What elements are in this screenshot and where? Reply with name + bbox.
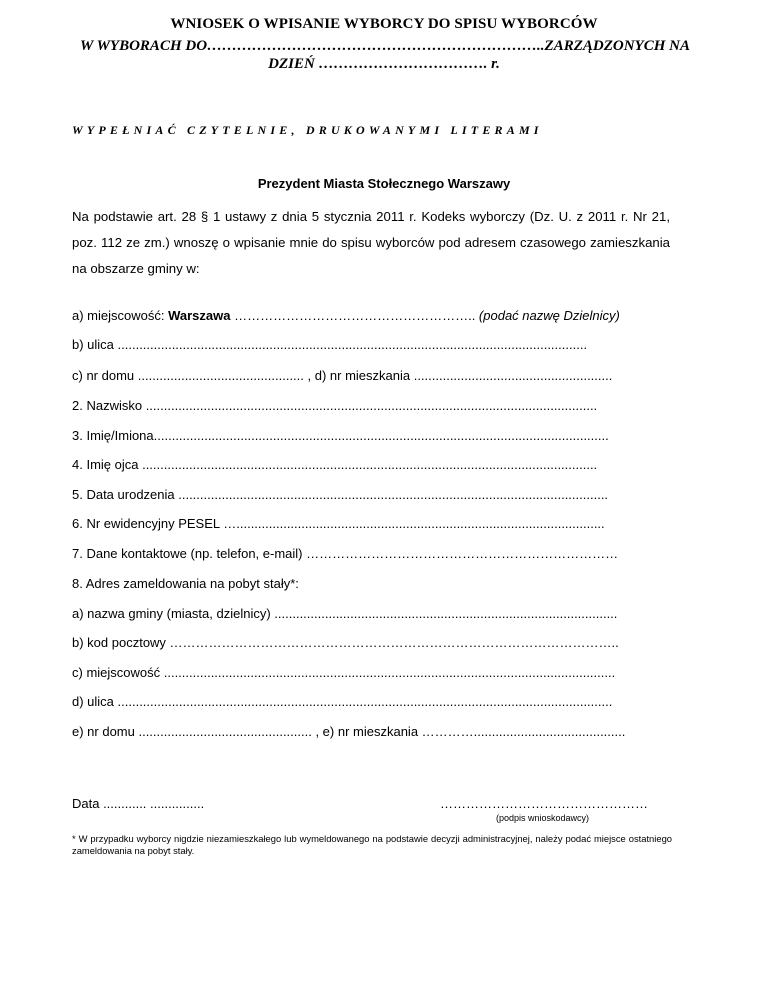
field-street[interactable]: b) ulica .................................................................................................................................. — [72, 337, 588, 352]
field-surname[interactable]: 2. Nazwisko ............................................................................................................................. — [72, 398, 598, 413]
field-city[interactable] — [72, 308, 672, 323]
field-city-value: Warszawa — [168, 308, 231, 323]
signature-line[interactable]: ………………………………………… — [440, 796, 648, 811]
form-title: WNIOSEK O WPISANIE WYBORCY DO SPISU WYBORCÓW — [170, 16, 598, 32]
field-birth-date[interactable]: 5. Data urodzenia ....................................................................................................................... — [72, 487, 609, 502]
fill-instruction: WYPEŁNIAĆ CZYTELNIE, DRUKOWANYMI LITERAMI — [72, 123, 543, 137]
field-house-apartment[interactable]: c) nr domu .............................................. , d) nr mieszkania ....................................................... — [72, 368, 613, 383]
field-reg-city[interactable]: c) miejscowość ............................................................................................................................. — [72, 665, 616, 680]
section-registration-address: 8. Adres zameldowania na pobyt stały*: — [72, 576, 299, 591]
field-city-note: (podać nazwę Dzielnicy) — [478, 308, 620, 323]
field-reg-house-apartment[interactable]: e) nr domu ................................................ , e) nr mieszkania ………….......................................... — [72, 724, 626, 739]
field-city-label: a) miejscowość: — [72, 308, 169, 323]
field-father-name[interactable]: 4. Imię ojca .............................................................................................................................. — [72, 457, 598, 472]
signature-caption: (podpis wnioskodawcy) — [496, 813, 590, 823]
addressee: Prezydent Miasta Stołecznego Warszawy — [257, 176, 511, 191]
field-reg-street[interactable]: d) ulica ......................................................................................................................................... — [72, 694, 613, 709]
form-title-election: W WYBORACH DO…………………………………………………………..ZARZĄDZONYCH NA — [80, 38, 690, 54]
form-title-date: DZIEŃ ……………………………. r. — [268, 56, 500, 72]
field-reg-gmina[interactable]: a) nazwa gminy (miasta, dzielnicy) ............................................................................................... — [72, 606, 618, 621]
intro-paragraph: Na podstawie art. 28 § 1 ustawy z dnia 5 stycznia 2011 r. Kodeks wyborczy (Dz. U. z 2011 r. Nr 21, poz. 112 ze zm.) wnoszę o wpisanie mnie do spisu wyborców pod adresem czasowego zamieszkania na obszarze gminy w: — [72, 209, 670, 276]
field-contact[interactable]: 7. Dane kontaktowe (np. telefon, e-mail) ……………………………………………………………… — [72, 546, 619, 561]
footnote: * W przypadku wyborcy nigdzie niezamieszkałego lub wymeldowanego na podstawie decyzji administracyjnej, należy podać miejsce ostatniego zameldowania na pobyt stały. — [72, 833, 672, 856]
field-first-names[interactable]: 3. Imię/Imiona.............................................................................................................................. — [72, 428, 609, 443]
field-reg-postal-code[interactable]: b) kod pocztowy ………………………………………………………………………………………….. — [72, 635, 619, 650]
field-pesel[interactable]: 6. Nr ewidencyjny PESEL …...................................................................................................... — [72, 516, 605, 531]
field-city-dots: ……………………………………………….. — [230, 308, 479, 323]
field-date[interactable]: Data ............ ............... — [72, 796, 205, 811]
